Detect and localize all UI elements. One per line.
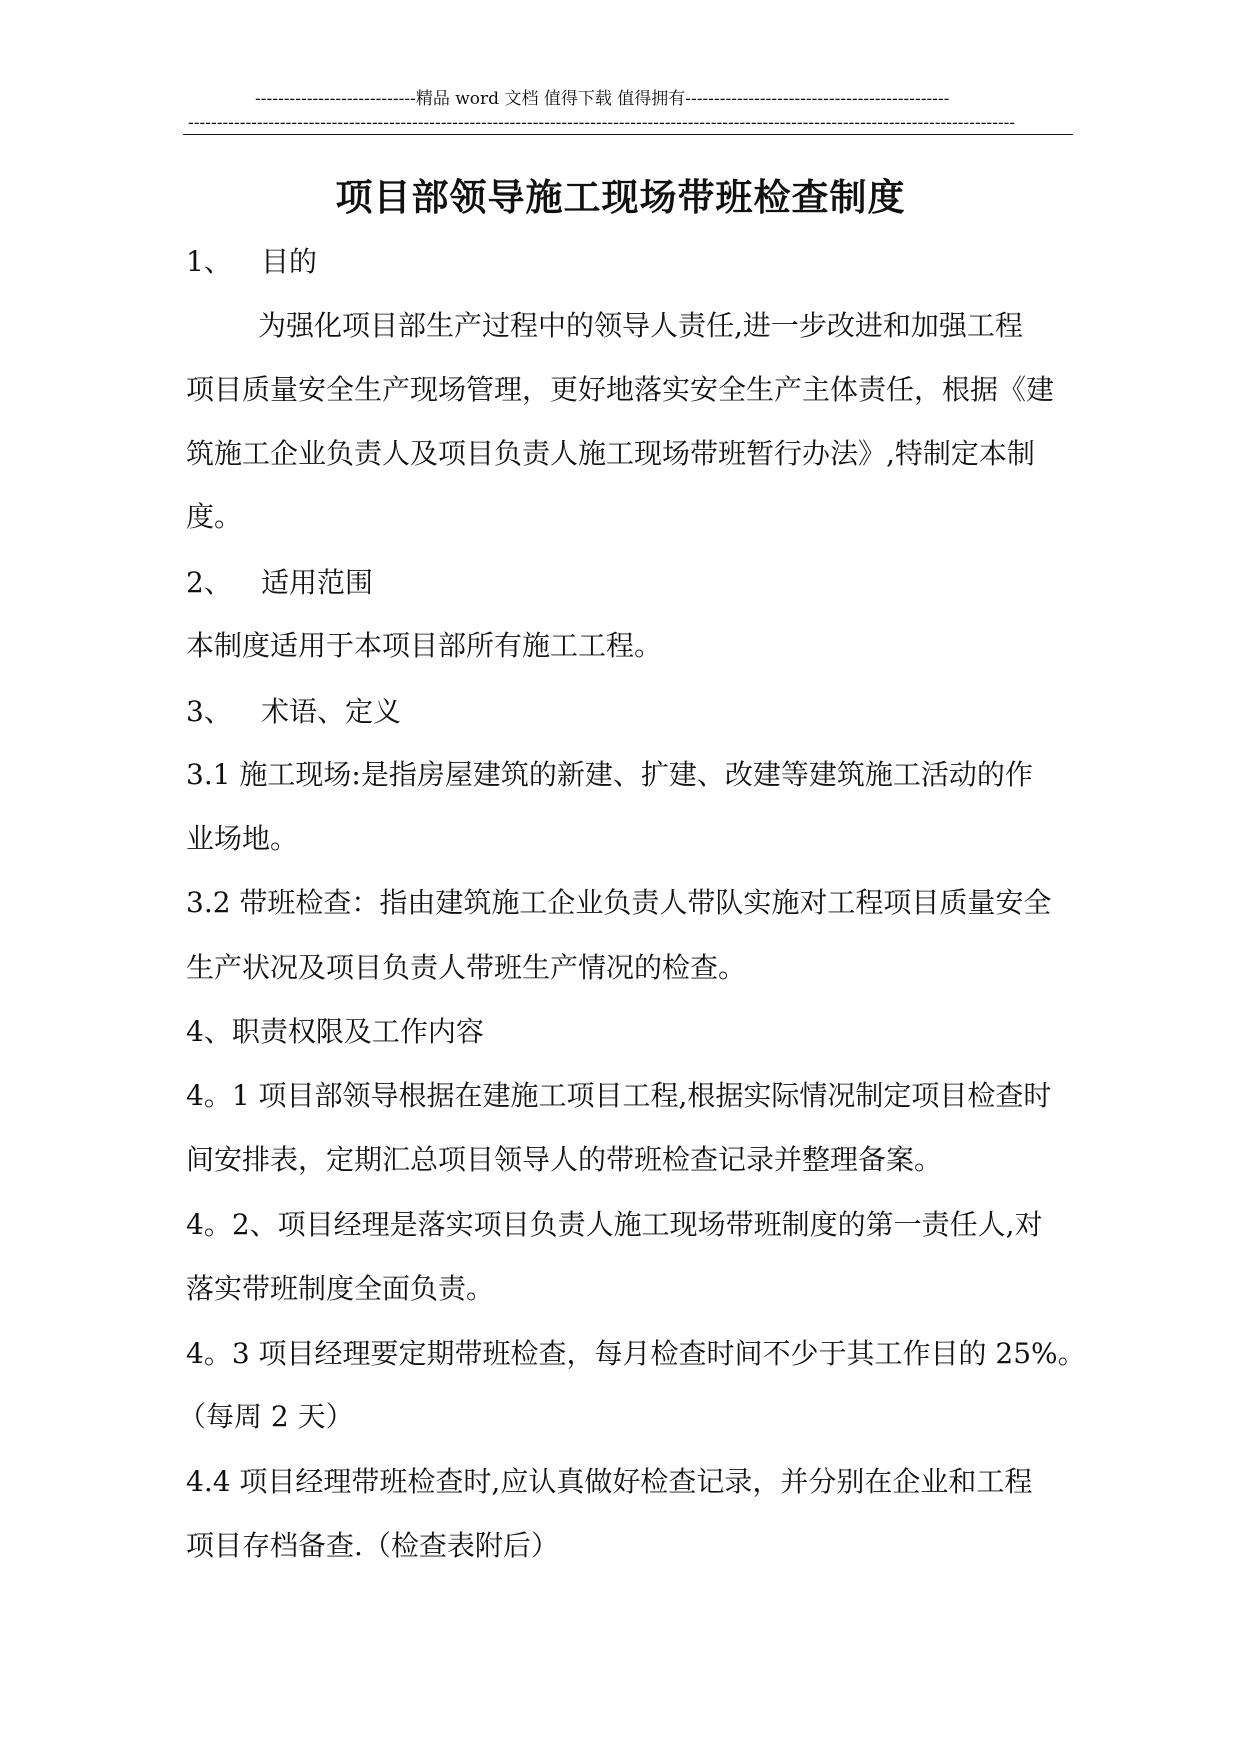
section-1-heading bbox=[186, 242, 317, 282]
paragraph-line: 间安排表，定期汇总项目领导人的带班检查记录并整理备案。 bbox=[186, 1143, 943, 1176]
section-4-heading: 4、职责权限及工作内容 bbox=[186, 1015, 484, 1048]
header-divider bbox=[183, 134, 1073, 135]
paragraph-line: 3.2 带班检查：指由建筑施工企业负责人带队实施对工程项目质量安全 bbox=[186, 886, 1052, 919]
section-title: 适用范围 bbox=[261, 566, 374, 599]
paragraph-line: 本制度适用于本项目部所有施工工程。 bbox=[186, 629, 663, 662]
document-title: 项目部领导施工现场带班检查制度 bbox=[335, 175, 906, 219]
section-number: 2、 bbox=[186, 566, 232, 599]
header-dash-line: ------------------------------------------------------------------------------------------------------------------------------------------------ bbox=[188, 113, 1016, 133]
section-2-heading bbox=[186, 563, 373, 603]
paragraph-line: 项目质量安全生产现场管理，更好地落实安全生产主体责任，根据《建 bbox=[186, 373, 1055, 406]
paragraph-line: 4。3 项目经理要定期带班检查，每月检查时间不少于其工作目的 25%。 bbox=[186, 1337, 1086, 1370]
paragraph-line: 度。 bbox=[186, 500, 243, 533]
paragraph-line: 落实带班制度全面负责。 bbox=[186, 1272, 495, 1305]
paragraph-line: （每周 2 天） bbox=[178, 1400, 354, 1433]
paragraph-line: 筑施工企业负责人及项目负责人施工现场带班暂行办法》,特制定本制 bbox=[186, 437, 1035, 470]
paragraph-line: 业场地。 bbox=[186, 822, 299, 855]
paragraph-line: 为强化项目部生产过程中的领导人责任,进一步改进和加强工程 bbox=[258, 309, 1023, 342]
paragraph-line: 项目存档备查.（检查表附后） bbox=[186, 1529, 559, 1562]
header-banner: ----------------------------精品 word 文档 值得下载 值得拥有---------------------------------------------- bbox=[255, 89, 950, 109]
paragraph-line: 4.4 项目经理带班检查时,应认真做好检查记录，并分别在企业和工程 bbox=[186, 1465, 1033, 1498]
paragraph-line: 4。1 项目部领导根据在建施工项目工程,根据实际情况制定项目检查时 bbox=[186, 1079, 1052, 1112]
section-number: 3、 bbox=[186, 695, 232, 728]
section-title: 术语、定义 bbox=[261, 695, 402, 728]
section-3-heading bbox=[186, 692, 401, 732]
paragraph-line: 生产状况及项目负责人带班生产情况的检查。 bbox=[186, 951, 747, 984]
paragraph-line: 3.1 施工现场:是指房屋建筑的新建、扩建、改建等建筑施工活动的作 bbox=[186, 758, 1033, 791]
section-number: 1、 bbox=[186, 245, 232, 278]
paragraph-line: 4。2、项目经理是落实项目负责人施工现场带班制度的第一责任人,对 bbox=[186, 1208, 1043, 1241]
section-title: 目的 bbox=[261, 245, 318, 278]
